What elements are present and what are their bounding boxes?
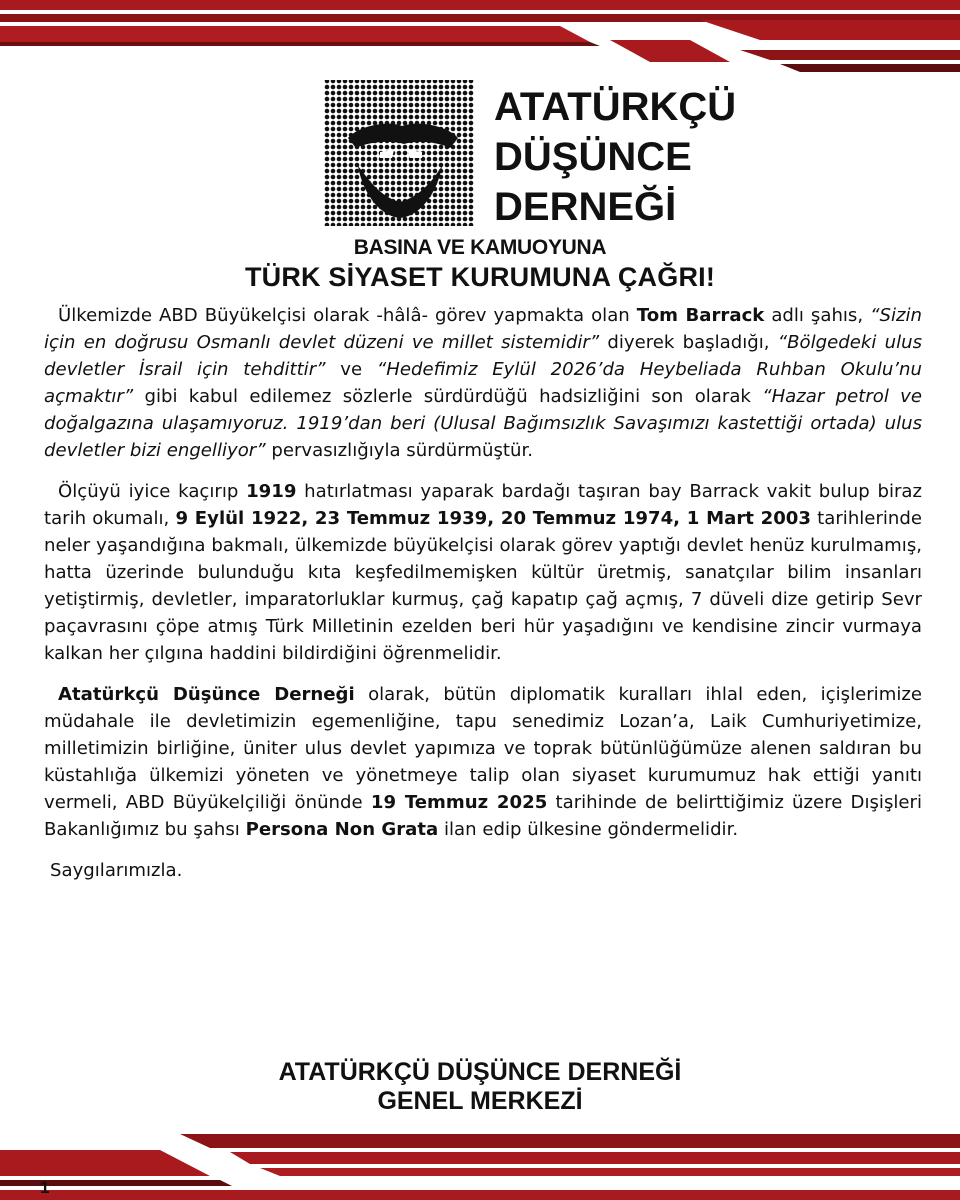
press-title: TÜRK SİYASET KURUMUNA ÇAĞRI! [244,262,716,292]
association-logo [318,78,737,229]
closing-greeting: Saygılarımızla. [50,860,183,881]
logo-text-dernegi: DERNEĞİ [494,185,677,229]
p3-run: 19 Temmuz 2025 [370,792,548,813]
signature-hq: GENEL MERKEZİ [377,1087,583,1115]
p1-run: pervasızlığıyla sürdürmüştür. [265,440,534,461]
press-subtitle: BASINA VE KAMUOYUNA [353,236,607,259]
p1-run: “Bölgedeki ulus devletler İsrail için tehdittir” [44,332,923,380]
paragraph-1 [44,302,922,464]
p1-run: adlı şahıs, [764,305,871,326]
top-decorative-band [0,0,960,80]
p1-run: “Hazar petrol ve doğalgazına ulaşamıyoruz. 1919’dan beri (Ulusal Bağımsızlık Savaşımızı kastettiği ortada) ulus devletler bizi engelliyor” [44,386,922,461]
paragraph-3 [44,681,922,843]
paragraph-2 [44,478,922,667]
p1-run: gibi kabul edilemez sözlerle sürdürdüğü hadsizliğini son olarak [133,386,763,407]
p3-run: Persona Non Grata [245,819,439,840]
p1-run: ve [325,359,377,380]
p1-run: “Hedefimiz Eylül 2026’da Heybeliada Ruhban Okulu’nu açmaktır” [44,359,922,407]
p1-run: Ülkemizde ABD Büyükelçisi olarak -hâlâ- görev yapmakta olan [58,305,637,326]
p1-run: Tom Barrack [636,305,765,326]
p1-run: “Sizin için en doğrusu Osmanlı devlet düzeni ve millet sistemidir” [44,305,922,353]
p3-run: tarihinde de belirttiğimiz üzere Dışişleri Bakanlığımız bu şahsı [44,792,923,840]
p3-run: olarak, bütün diplomatik kuralları ihlal eden, içişlerimize müdahale ile devletimizin egemenliğine, tapu senedimiz Lozan’a, Laik Cumhuriyetimize, milletimizin birliğine, üniter ulus devlet yapımıza ve toprak bütünlüğümüze alenen saldıran bu küstahlığa ülkemizi yöneten ve yönetmeye talip olan siyaset kurumumuz hak ettiği yanıtı vermeli, ABD Büyükelçiliği önünde [44,684,922,813]
p3-run: Atatürkçü Düşünce Derneği [58,684,355,705]
p1-run: diyerek başladığı, [599,332,778,353]
p2-run: hatırlatması yaparak bardağı taşıran bay Barrack vakit bulup biraz tarih okumalı, [44,481,922,529]
ataturk-portrait-icon [318,78,737,229]
p2-run: Ölçüyü iyice kaçırıp [58,481,247,502]
signature-org: ATATÜRKÇÜ DÜŞÜNCE DERNEĞİ [278,1058,682,1086]
p3-run: ilan edip ülkesine göndermelidir. [438,819,739,840]
bottom-decorative-band [0,1130,960,1200]
p2-run: 1919 [246,481,297,502]
p2-run: 9 Eylül 1922, 23 Temmuz 1939, 20 Temmuz 1974, 1 Mart 2003 [175,508,811,529]
logo-text-dusunce: DÜŞÜNCE [494,135,692,179]
page-number: 1 [40,1178,50,1197]
statement-body [44,302,922,884]
logo-text-ataturkcu: ATATÜRKÇÜ [494,85,737,129]
p2-run: tarihlerinde neler yaşandığına bakmalı, ülkemizde büyükelçisi olarak görev yaptığı devlet henüz kurulmamış, hatta üzerinde bulunduğu kıta keşfedilmemişken kültür üretmiş, sanatçılar bilim insanları yetiştirmiş, devletler, imparatorluklar kurmuş, çağ kapatıp çağ açmış, 7 düveli dize getirip Sevr paçavrasını çöpe atmış Türk Milletinin ezelden beri hür yaşadığını ve kendisine zincir vurmaya kalkan her çılgına haddini bildirdiğini öğrenmelidir. [44,508,922,664]
